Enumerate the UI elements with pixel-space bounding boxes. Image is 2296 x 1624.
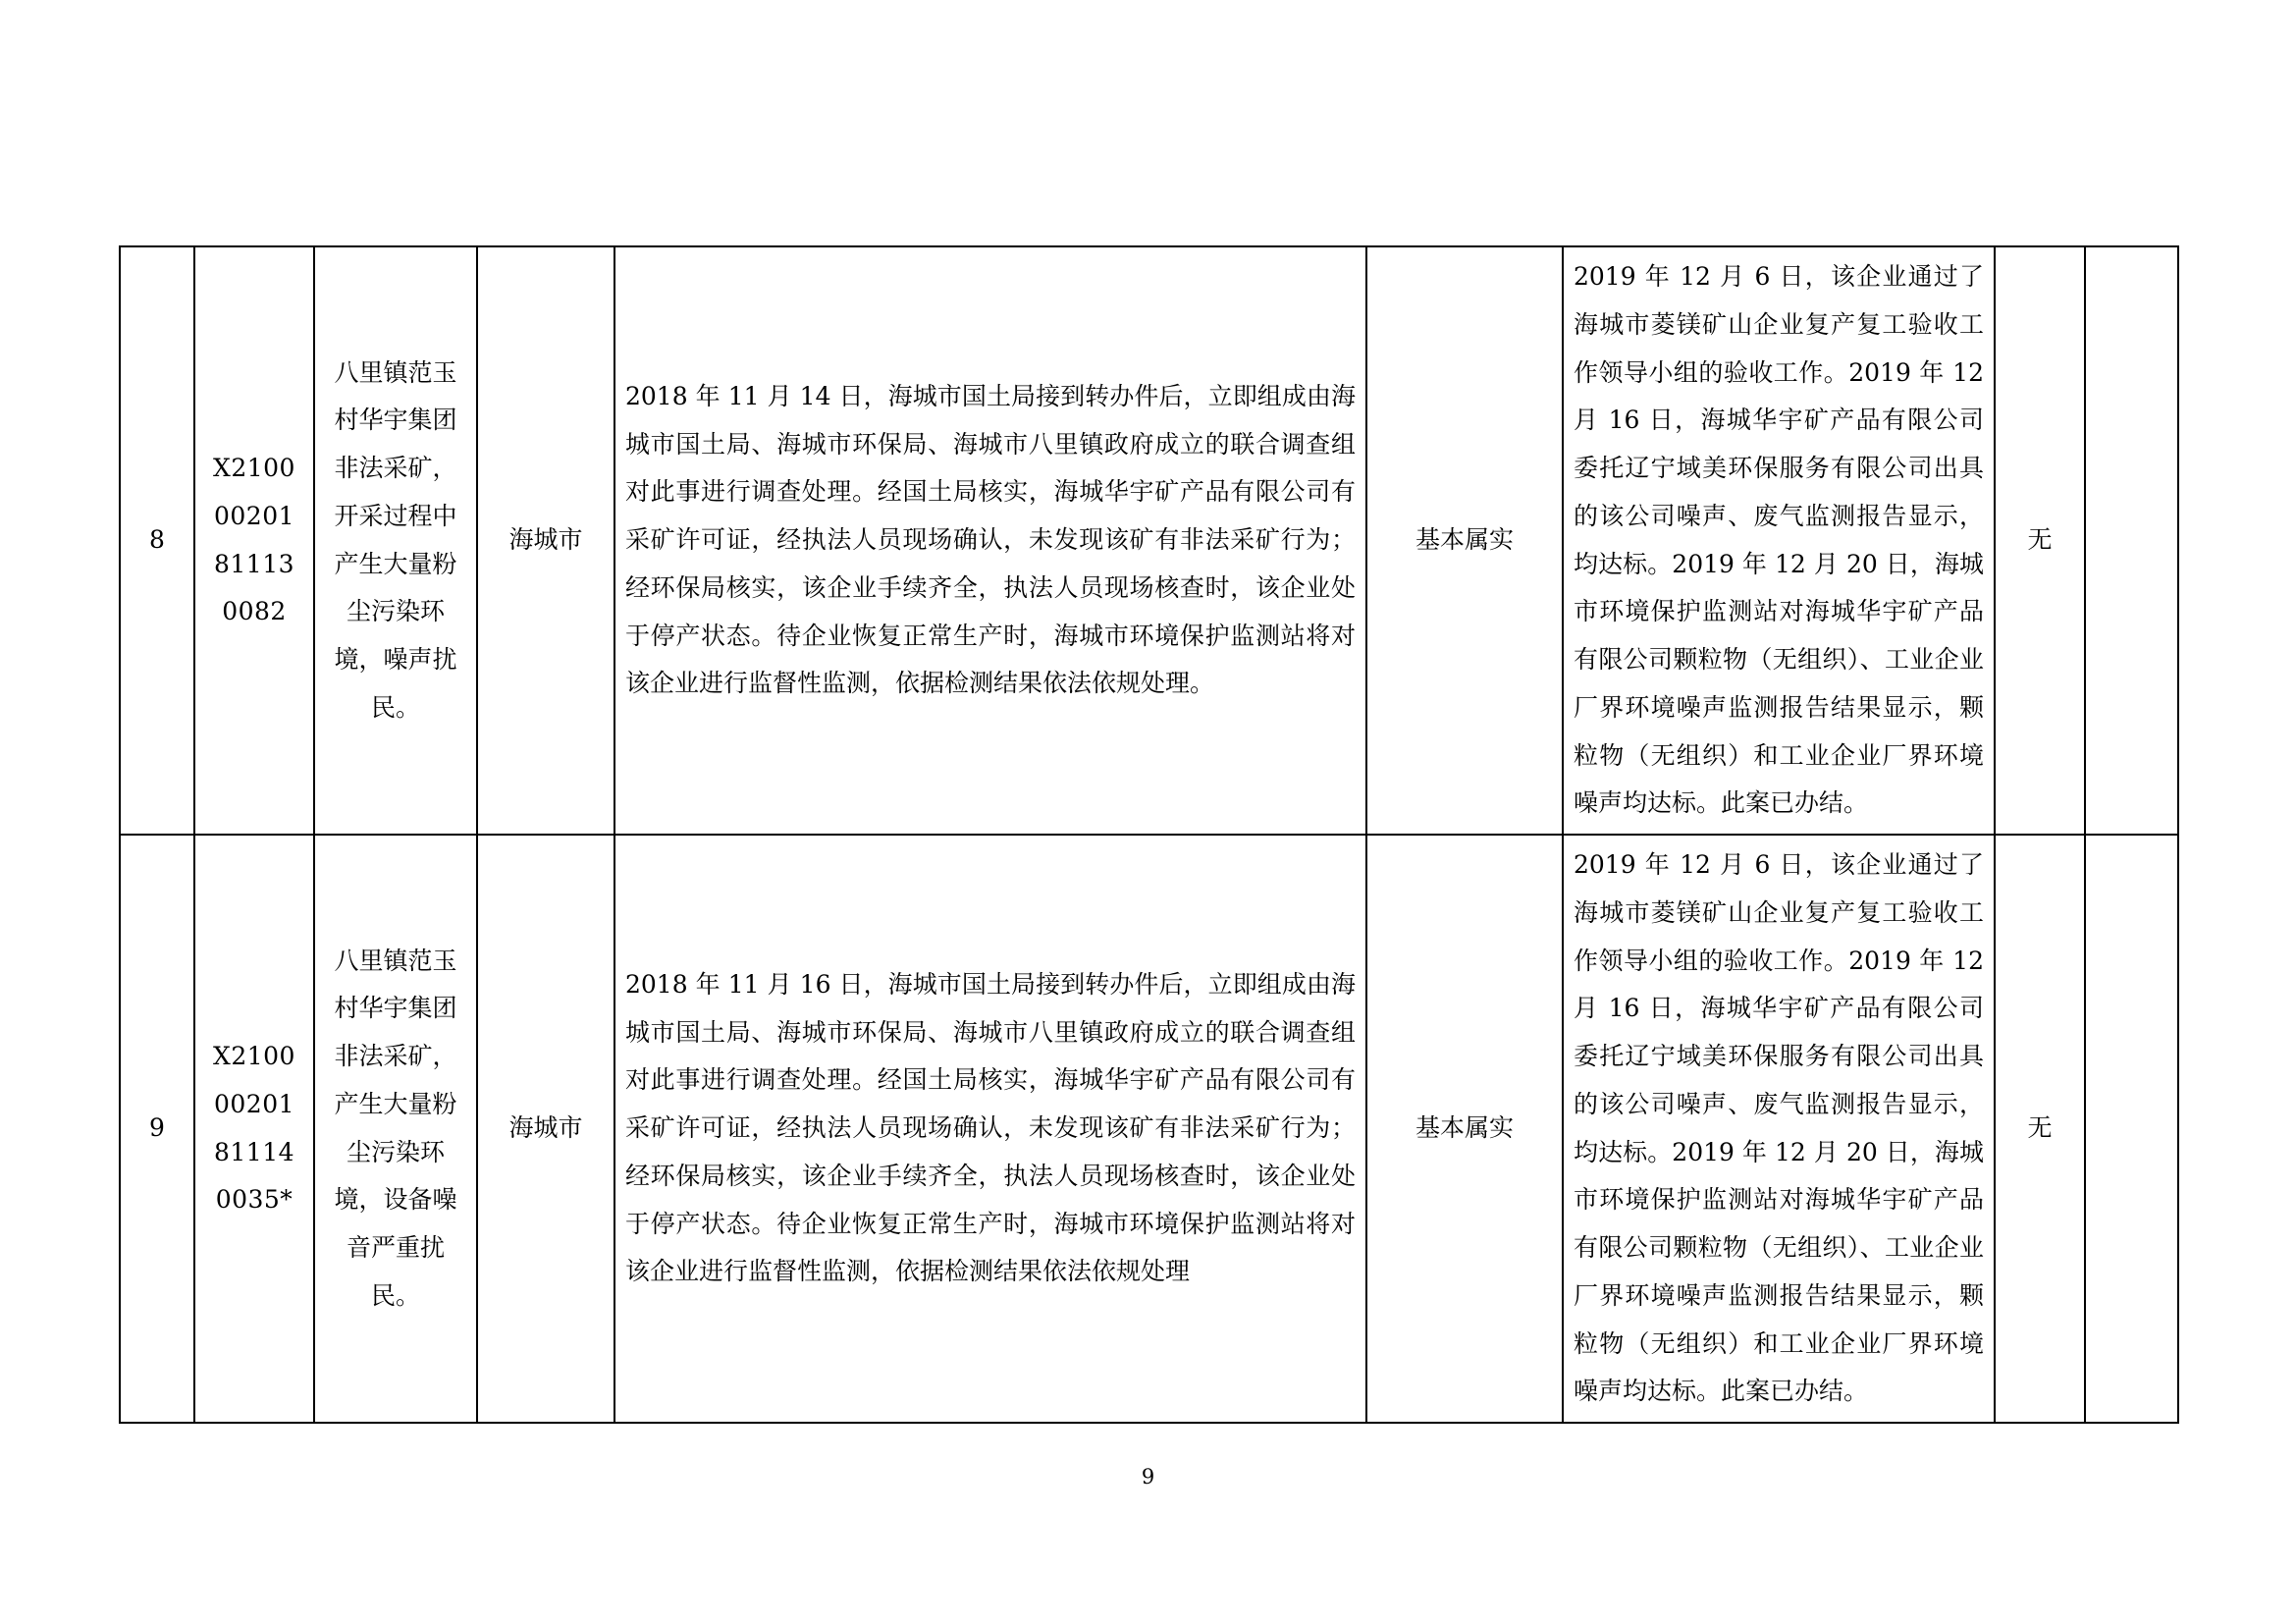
case-number-line: 00201 <box>213 501 295 530</box>
complaint-subject-line: 产生大量粉 <box>334 1089 457 1118</box>
row-index: 9 <box>120 835 194 1423</box>
complaint-subject-line: 境，噪声扰 <box>334 645 457 674</box>
case-number-line: X2100 <box>213 1042 295 1070</box>
complaint-handling-table <box>119 245 2179 1424</box>
case-number-line: 0082 <box>222 597 287 626</box>
case-number-line: 81114 <box>213 1137 295 1166</box>
complaint-subject-line: 开采过程中 <box>334 501 457 530</box>
verification-status: 基本属实 <box>1366 835 1563 1423</box>
investigation-detail: 2018 年 11 月 14 日，海城市国土局接到转办件后，立即组成由海城市国土局、海城市环保局、海城市八里镇政府成立的联合调查组对此事进行调查处理。经国土局核实，海城华宇矿产品有限公司有采矿许可证，经执法人员现场确认，未发现该矿有非法采矿行为；经环保局核实，该企业手续齐全，执法人员现场核查时，该企业处于停产状态。待企业恢复正常生产时，海城市环境保护监测站将对该企业进行监督性监测，依据检测结果依法依规处理。 <box>614 246 1366 835</box>
case-number <box>194 835 314 1423</box>
verification-status: 基本属实 <box>1366 246 1563 835</box>
investigation-detail: 2018 年 11 月 16 日，海城市国土局接到转办件后，立即组成由海城市国土局、海城市环保局、海城市八里镇政府成立的联合调查组对此事进行调查处理。经国土局核实，海城华宇矿产品有限公司有采矿许可证，经执法人员现场确认，未发现该矿有非法采矿行为；经环保局核实，该企业手续齐全，执法人员现场核查时，该企业处于停产状态。待企业恢复正常生产时，海城市环境保护监测站将对该企业进行监督性监测，依据检测结果依法依规处理 <box>614 835 1366 1423</box>
table-row <box>120 835 2178 1423</box>
case-number-line: 0035* <box>215 1185 294 1215</box>
case-number-line: 00201 <box>213 1089 295 1118</box>
handling-result: 2019 年 12 月 6 日，该企业通过了海城市菱镁矿山企业复产复工验收工作领导小组的验收工作。2019 年 12 月 16 日，海城华宇矿产品有限公司委托辽宁域美环保服务有限公司出具的该公司噪声、废气监测报告显示，均达标。2019 年 12 月 20 日，海城市环境保护监测站对海城华宇矿产品有限公司颗粒物（无组织）、工业企业厂界环境噪声监测报告结果显示，颗粒物（无组织）和工业企业厂界环境噪声均达标。此案已办结。 <box>1563 835 1995 1423</box>
case-number-line: 81113 <box>213 549 295 578</box>
complaint-subject-line: 产生大量粉 <box>334 549 457 578</box>
case-number <box>194 246 314 835</box>
complaint-subject <box>314 835 477 1423</box>
complaint-table-container <box>119 245 2177 1424</box>
complaint-subject-line: 尘污染环 <box>346 597 445 626</box>
accountability-status: 无 <box>1995 246 2085 835</box>
case-number-line: X2100 <box>213 454 295 482</box>
complaint-subject-line: 民。 <box>370 1280 420 1310</box>
complaint-region: 海城市 <box>477 835 614 1423</box>
complaint-subject-line: 非法采矿， <box>334 454 457 482</box>
complaint-subject-line: 音严重扰 <box>346 1233 445 1262</box>
row-index: 8 <box>120 246 194 835</box>
complaint-subject-line: 境，设备噪 <box>334 1185 457 1215</box>
complaint-subject <box>314 246 477 835</box>
complaint-subject-line: 非法采矿， <box>334 1042 457 1070</box>
table-row <box>120 246 2178 835</box>
complaint-subject-line: 尘污染环 <box>346 1137 445 1166</box>
complaint-subject-line: 村华宇集团 <box>334 994 457 1023</box>
complaint-subject-line: 八里镇范玉 <box>334 357 457 387</box>
remarks <box>2085 246 2178 835</box>
accountability-status: 无 <box>1995 835 2085 1423</box>
page-number: 9 <box>1141 1465 1155 1489</box>
complaint-subject-line: 村华宇集团 <box>334 406 457 435</box>
complaint-region: 海城市 <box>477 246 614 835</box>
complaint-subject-line: 民。 <box>370 692 420 722</box>
complaint-subject-line: 八里镇范玉 <box>334 946 457 975</box>
remarks <box>2085 835 2178 1423</box>
handling-result: 2019 年 12 月 6 日，该企业通过了海城市菱镁矿山企业复产复工验收工作领导小组的验收工作。2019 年 12 月 16 日，海城华宇矿产品有限公司委托辽宁域美环保服务有限公司出具的该公司噪声、废气监测报告显示，均达标。2019 年 12 月 20 日，海城市环境保护监测站对海城华宇矿产品有限公司颗粒物（无组织）、工业企业厂界环境噪声监测报告结果显示，颗粒物（无组织）和工业企业厂界环境噪声均达标。此案已办结。 <box>1563 246 1995 835</box>
